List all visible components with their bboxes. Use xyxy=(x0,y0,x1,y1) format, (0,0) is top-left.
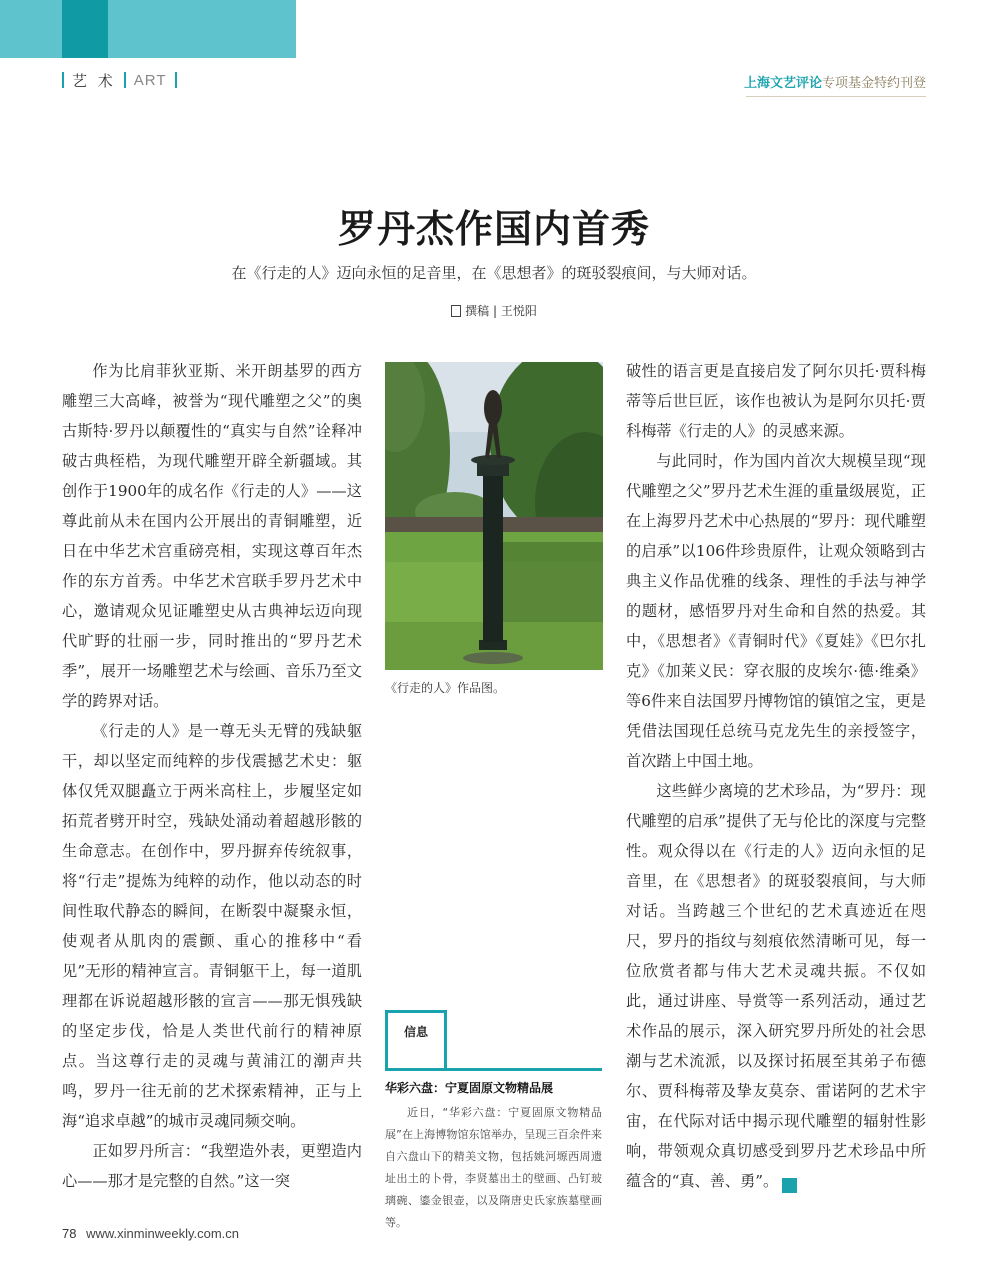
info-sidebar xyxy=(385,1010,602,1234)
article-title: 罗丹杰作国内首秀 xyxy=(337,206,650,251)
sponsor-divider xyxy=(746,96,926,97)
byline-separator: | xyxy=(492,304,498,318)
end-mark: 民 xyxy=(782,1178,797,1193)
paragraph-text: 这些鲜少离境的艺术珍品，为“罗丹：现代雕塑的启承”提供了无与伦比的深度与完整性。观众得以在《行走的人》迈向永恒的足音里，在《思想者》的斑驳裂痕间，与大师对话。当跨越三个世纪的艺术真迹近在咫尺，罗丹的指纹与刻痕依然清晰可见，每一位欣赏者都与伟大艺术灵魂共振。不仅如此，通过讲座、导赏等一系列活动，通过艺术作品的展示，深入研究罗丹所处的社会思潮与艺术流派，以及探讨拓展至其弟子布德尔、贾科梅蒂及挚友莫奈、雷诺阿的艺术宇宙，在代际对话中揭示现代雕塑的辐射性影响，带领观众真切感受到罗丹艺术珍品中所蕴含的“真、善、勇”。 xyxy=(626,782,926,1190)
info-text: 近日，“华彩六盘：宁夏固原文物精品展”在上海博物馆东馆举办，呈现三百余件来自六盘山下的精美文物，包括姚河塬西周遗址出土的卜骨，李贤墓出土的壁画、凸钉玻璃碗、鎏金银壶，以及隋唐史氏家族墓壁画等。 xyxy=(385,1106,602,1229)
info-tab: 信息 xyxy=(385,1010,447,1068)
info-title: 华彩六盘：宁夏固原文物精品展 xyxy=(385,1081,554,1095)
section-bar xyxy=(124,72,126,88)
header-color-block xyxy=(0,0,296,58)
paragraph: 与此同时，作为国内首次大规模呈现“现代雕塑之父”罗丹艺术生涯的重量级展览，正在上海罗丹艺术中心热展的“罗丹：现代雕塑的启承”以106件珍贵原件，让观众领略到古典主义作品优雅的线条、理性的手法与神学的题材，感悟罗丹对生命和自然的热爱。其中，《思想者》《青铜时代》《夏娃》《巴尔扎克》《加莱义民：穿衣服的皮埃尔·德·维桑》等6件来自法国罗丹博物馆的镇馆之宝，更是凭借法国现任总统马克龙先生的亲授签字，首次踏上中国土地。 xyxy=(626,452,926,770)
photo-caption: 《行走的人》作品图。 xyxy=(385,681,506,695)
sponsor-rest: 专项基金特约刊登 xyxy=(821,76,926,91)
byline xyxy=(0,302,988,319)
paragraph: 正如罗丹所言：“我塑造外表，更塑造内心——那才是完整的自然。”这一突 xyxy=(62,1142,362,1190)
paragraph: 《行走的人》是一尊无头无臂的残缺躯干，却以坚定而纯粹的步伐震撼艺术史：躯体仅凭双腿矗立于两米高柱上，步履坚定如拓荒者劈开时空，残缺处涌动着超越形骸的生命意志。在创作中，罗丹摒弃传统叙事，将“行走”提炼为纯粹的动作，他以动态的时间性取代静态的瞬间，在断裂中凝聚永恒，使观者从肌肉的震颤、重心的推移中“看见”无形的精神宣言。青铜躯干上，每一道肌理都在诉说超越形骸的宣言——那无惧残缺的坚定步伐，恰是人类世代前行的精神原点。当这尊行走的灵魂与黄浦江的潮声共鸣，罗丹一往无前的艺术探索精神，正与上海“追求卓越”的城市灵魂同频交响。 xyxy=(62,722,362,1130)
article-column-left xyxy=(62,356,362,1196)
section-bar xyxy=(175,72,177,88)
sponsor-note xyxy=(744,72,926,91)
byline-author: 王悦阳 xyxy=(500,304,537,318)
pen-icon xyxy=(451,305,461,317)
page-footer xyxy=(62,1226,239,1241)
byline-label: 撰稿 xyxy=(465,304,490,318)
section-bar xyxy=(62,72,64,88)
sponsor-highlight: 上海文艺评论 xyxy=(743,76,822,91)
paragraph: 破性的语言更是直接启发了阿尔贝托·贾科梅蒂等后世巨匠，该作也被认为是阿尔贝托·贾科梅蒂《行走的人》的灵感来源。 xyxy=(626,362,926,440)
section-tag xyxy=(62,70,177,90)
sculpture-photo-illustration xyxy=(385,362,603,670)
article-column-right xyxy=(626,356,926,1196)
page-number: 78 xyxy=(62,1226,77,1241)
sculpture-photo xyxy=(385,362,603,670)
website-link[interactable]: www.xinminweekly.com.cn xyxy=(86,1226,240,1241)
paragraph: 作为比肩菲狄亚斯、米开朗基罗的西方雕塑三大高峰，被誉为“现代雕塑之父”的奥古斯特·罗丹以颠覆性的“真实与自然”诠释冲破古典桎梏，为现代雕塑开辟全新疆域。其创作于1900年的成名作《行走的人》——这尊此前从未在国内公开展出的青铜雕塑，近日在中华艺术宫重磅亮相，实现这尊百年杰作的东方首秀。中华艺术宫联手罗丹艺术中心，邀请观众见证雕塑史从古典神坛迈向现代旷野的壮丽一步，同时推出的“罗丹艺术季”，展开一场雕塑艺术与绘画、音乐乃至文学的跨界对话。 xyxy=(62,362,362,710)
article-subtitle: 在《行走的人》迈向永恒的足音里，在《思想者》的斑驳裂痕间，与大师对话。 xyxy=(231,264,757,282)
info-rule xyxy=(385,1068,602,1071)
section-name-en: ART xyxy=(133,71,167,89)
header-color-block-dark xyxy=(62,0,108,58)
section-name-cn: 艺 术 xyxy=(72,71,116,90)
paragraph xyxy=(626,776,926,1196)
